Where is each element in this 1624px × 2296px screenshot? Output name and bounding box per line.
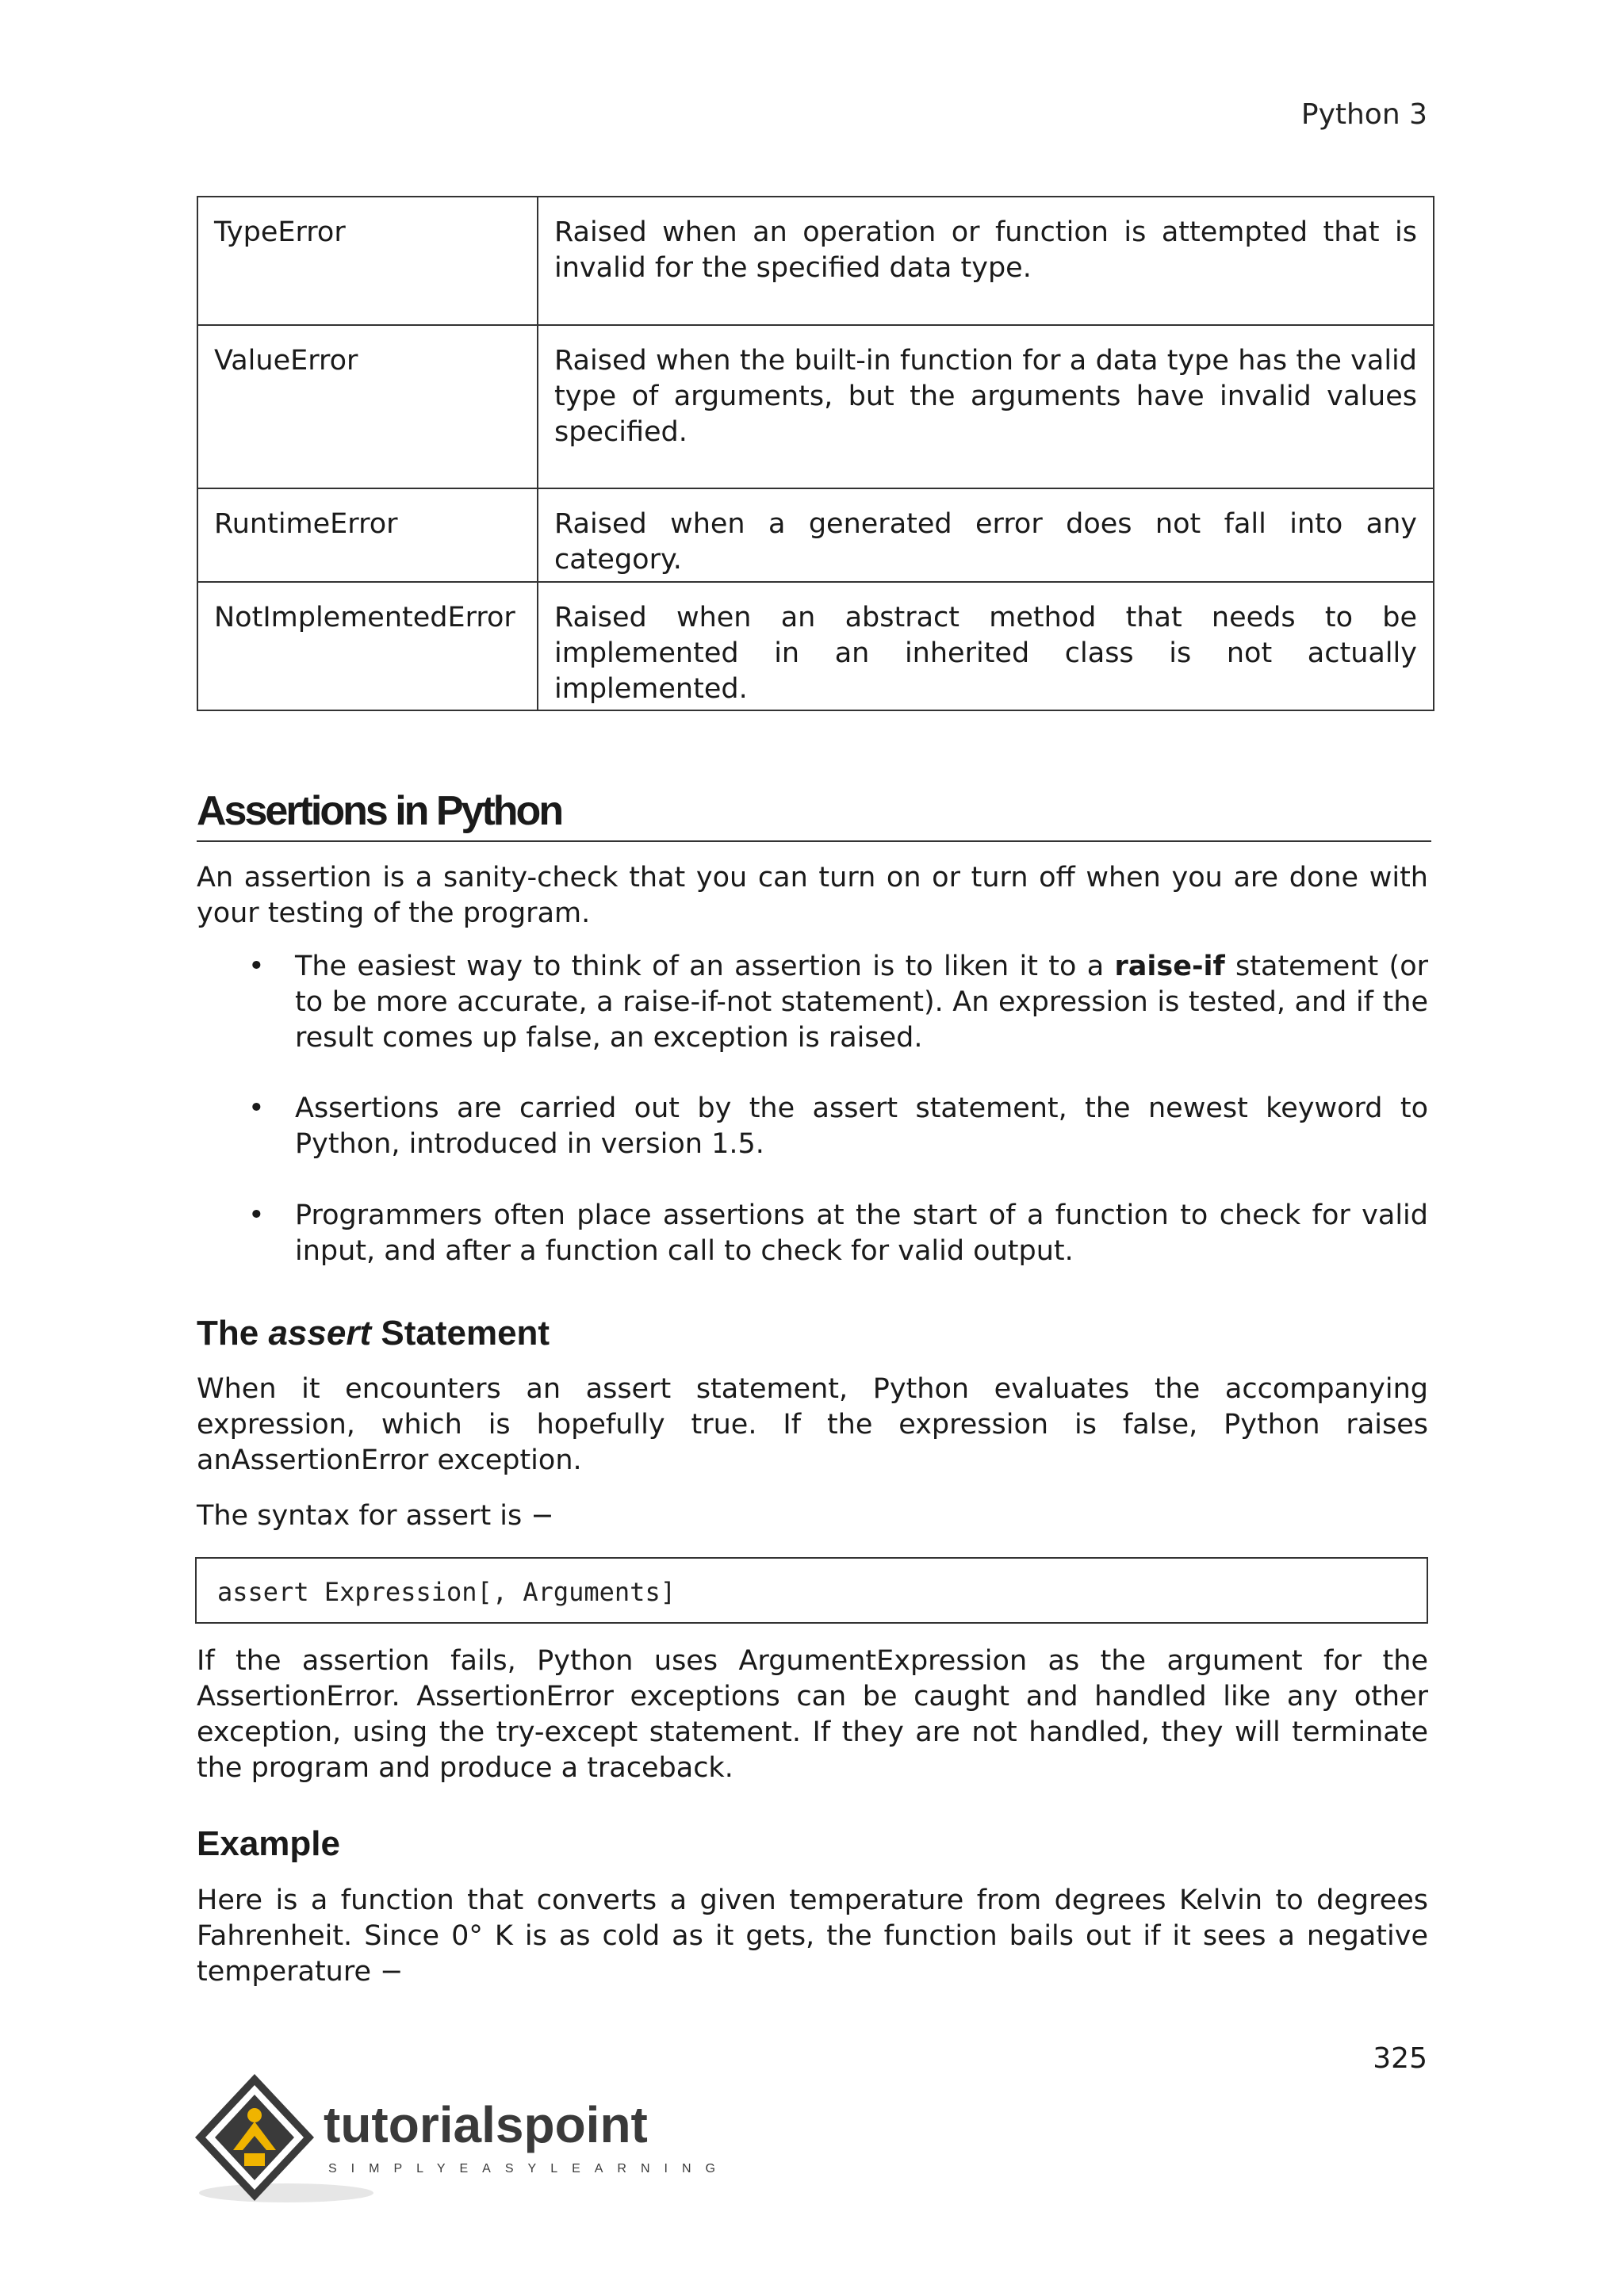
list-item (197, 949, 1428, 1055)
section-title: Assertions in Python (197, 783, 1431, 842)
exception-table (197, 196, 1434, 711)
assert-statement-heading (197, 1313, 550, 1354)
table-row (197, 197, 1434, 325)
example-heading: Example (197, 1824, 340, 1863)
bullet-text: The easiest way to think of an assertion is to liken it to a (295, 951, 1115, 982)
page-number: 325 (1373, 2042, 1427, 2075)
exception-description: Raised when the built-in function for a data type has the valid type of arguments, but the arguments have invalid values specified. (538, 325, 1434, 488)
syntax-code-block: assert Expression[, Arguments] (195, 1557, 1428, 1624)
logo-tagline: SIMPLYEASYLEARNING (328, 2162, 730, 2175)
assert-description: When it encounters an assert statement, Python evaluates the accompanying expression, which is hopefully true. If the expression is false, Python raises anAssertionError exception. (197, 1373, 1428, 1476)
bullet-bold-term: raise-if (1114, 951, 1225, 982)
bullet-icon: • (248, 951, 265, 982)
exception-name: TypeError (197, 197, 538, 325)
exception-description: Raised when an abstract method that needs to be implemented in an inherited class is not actually implemented. (538, 582, 1434, 710)
running-header: Python 3 (1300, 98, 1427, 131)
bullet-list (197, 949, 1428, 1269)
list-item (197, 1198, 1428, 1269)
tutorialspoint-logo (195, 2074, 730, 2209)
list-item (197, 1091, 1428, 1162)
table-row (197, 325, 1434, 488)
logo-person-icon (247, 2108, 262, 2122)
exception-name: ValueError (197, 325, 538, 488)
logo-base-icon (244, 2153, 265, 2166)
exception-name: RuntimeError (197, 488, 538, 582)
logo-shadow (199, 2183, 373, 2202)
heading-text: The (197, 1314, 269, 1353)
bullet-icon: • (248, 1093, 265, 1124)
exception-name: NotImplementedError (197, 582, 538, 710)
exception-description: Raised when a generated error does not fall into any category. (538, 488, 1434, 582)
example-paragraph: Here is a function that converts a given temperature from degrees Kelvin to degrees Fahrenheit. Since 0° K is as cold as it gets, the function bails out if it sees a negative temperature − (197, 1885, 1428, 1988)
bullet-text: Programmers often place assertions at the start of a function to check for valid input, and after a function call to check for valid output. (295, 1200, 1428, 1267)
assertion-fail-paragraph: If the assertion fails, Python uses ArgumentExpression as the argument for the AssertionError. AssertionError exceptions can be caught and handled like any other exception, using the try-except statement. If they are not handled, they will terminate the program and produce a traceback. (197, 1645, 1428, 1784)
heading-text: Statement (371, 1314, 550, 1353)
bullet-text: statement (or to be more accurate, a raise-if-not statement). An expression is tested, and if the result comes up false, an exception is raised. (295, 951, 1429, 1054)
bullet-text: Assertions are carried out by the assert statement, the newest keyword to Python, introduced in version 1.5. (295, 1093, 1428, 1160)
intro-paragraph: An assertion is a sanity-check that you can turn on or turn off when you are done with your testing of the program. (197, 862, 1428, 929)
table-row (197, 488, 1434, 582)
heading-keyword: assert (268, 1314, 372, 1353)
exception-description: Raised when an operation or function is attempted that is invalid for the specified data type. (538, 197, 1434, 325)
table-row (197, 582, 1434, 710)
logo-wordmark: tutorialspoint (324, 2096, 648, 2153)
bullet-icon: • (248, 1200, 265, 1231)
syntax-intro: The syntax for assert is − (197, 1500, 554, 1532)
